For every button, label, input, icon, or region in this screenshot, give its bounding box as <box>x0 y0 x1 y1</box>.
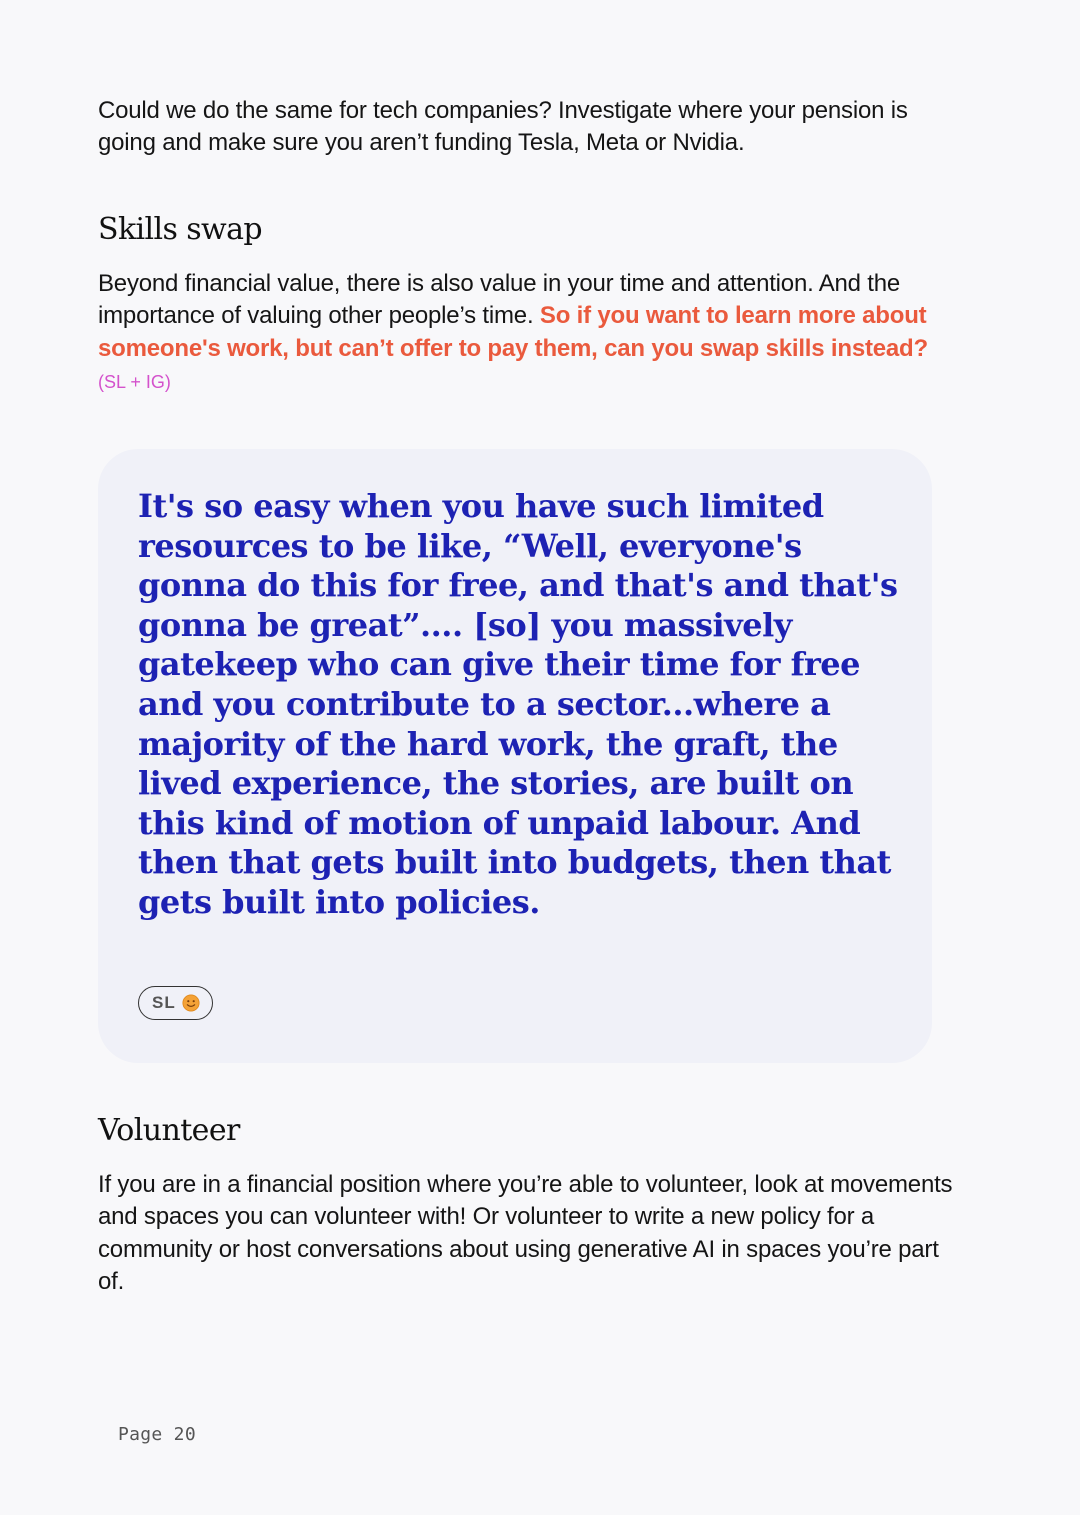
smiley-face-icon <box>182 994 200 1012</box>
page-number: Page 20 <box>118 1424 196 1445</box>
intro-paragraph: Could we do the same for tech companies? Investigate where your pension is going and make sure you aren’t funding Tesla, Meta or Nvidia. <box>98 97 908 157</box>
volunteer-heading: Volunteer <box>98 1113 240 1148</box>
quote-card <box>98 449 932 1063</box>
skills-swap-heading: Skills swap <box>98 212 263 247</box>
skills-swap-text: Beyond financial value, there is also value in your time and attention. And the importance of valuing other people’s time. <box>98 270 901 330</box>
skills-swap-paragraph <box>98 268 948 398</box>
skills-swap-highlight: So if you want to learn more about someone's work, but can’t offer to pay them, can you swap skills instead? <box>98 302 928 362</box>
volunteer-paragraph: If you are in a financial position where you’re able to volunteer, look at movements and spaces you can volunteer with! Or volunteer to write a new policy for a community or host conversations about using generative AI in spaces you’re part of. <box>98 1171 953 1295</box>
author-initials: SL <box>152 993 176 1012</box>
skills-swap-citation: (SL + IG) <box>98 371 171 392</box>
quote-text: It's so easy when you have such limited resources to be like, “Well, everyone's gonna do this for free, and that's and that's gonna be great”.... [so] you massively gatekeep who can give their time for free and you contribute to a sector...where a majority of the hard work, the graft, the lived experience, the stories, are built on this kind of motion of unpaid labour. And then that gets built into budgets, then that gets built into policies. <box>138 487 898 921</box>
author-badge <box>138 986 213 1020</box>
